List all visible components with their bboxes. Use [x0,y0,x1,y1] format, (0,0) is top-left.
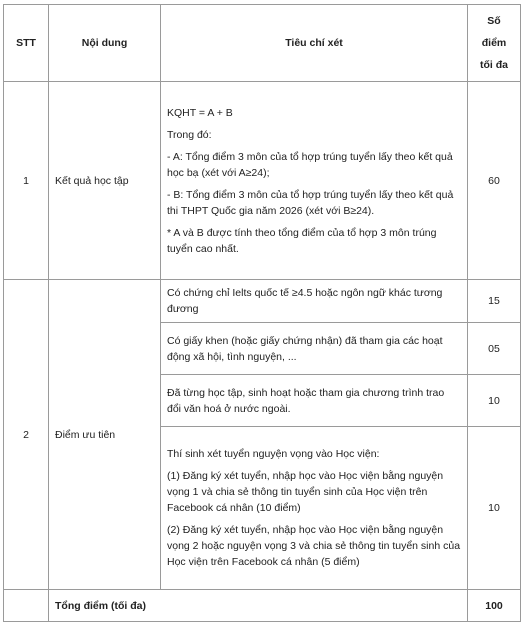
criteria-line: Có chứng chỉ Ielts quốc tế ≥4.5 hoặc ngôn ngữ khác tương đương [167,287,443,315]
criteria-line: (2) Đăng ký xét tuyển, nhập học vào Học viện bằng nguyện vọng 2 hoặc nguyện vọng 3 và chia sẻ thông tin tuyển sinh của Học viện trên Facebook cá nhân (5 điểm) [167,524,461,568]
row-1-diem: 60 [468,82,521,280]
row-2c-diem: 10 [468,375,521,427]
header-tieu-chi: Tiêu chí xét [161,5,468,82]
header-stt: STT [4,5,49,82]
row-2a-criteria [161,280,468,323]
header-so-diem: Số điểm tối đa [468,5,521,82]
total-empty-cell [4,590,49,622]
row-2b-criteria [161,323,468,375]
criteria-line: - B: Tổng điểm 3 môn của tổ hợp trúng tuyển lấy theo kết quả thi THPT Quốc gia năm 2026 (xét với B≥24). [167,188,454,217]
header-noi-dung: Nội dung [49,5,161,82]
criteria-line: Trong đó: [167,128,212,141]
total-value: 100 [468,590,521,622]
row-2b-diem: 05 [468,323,521,375]
criteria-line: (1) Đăng ký xét tuyển, nhập học vào Học viện bằng nguyện vọng 1 và chia sẻ thông tin tuyển sinh của Học viện trên Facebook cá nhân (10 điểm) [167,470,444,514]
criteria-line: KQHT = A + B [167,106,233,119]
criteria-line: - A: Tổng điểm 3 môn của tổ hợp trúng tuyển lấy theo kết quả học bạ (xét với A≥24); [167,150,453,179]
row-2d-diem: 10 [468,427,521,590]
criteria-line: * A và B được tính theo tổng điểm của tổ hợp 3 môn trúng tuyển cao nhất. [167,226,437,255]
criteria-line: Có giấy khen (hoặc giấy chứng nhận) đã tham gia các hoạt động xã hội, tình nguyện, ... [167,334,443,363]
row-1-criteria [161,82,468,280]
criteria-line: Thí sinh xét tuyển nguyện vọng vào Học viện: [167,448,380,460]
table-row [4,82,521,280]
row-2c-criteria [161,375,468,427]
header-row [4,5,521,82]
table-row [4,280,521,323]
total-label: Tổng điểm (tối đa) [49,590,468,622]
row-2d-criteria [161,427,468,590]
row-2-noi-dung: Điểm ưu tiên [49,280,161,590]
total-row [4,590,521,622]
criteria-line: Đã từng học tập, sinh hoạt hoặc tham gia chương trình trao đổi văn hoá ở nước ngoài. [167,386,445,415]
row-1-noi-dung: Kết quả học tập [49,82,161,280]
row-2a-diem: 15 [468,280,521,323]
row-2-stt: 2 [4,280,49,590]
row-1-stt: 1 [4,82,49,280]
criteria-table [3,4,521,622]
